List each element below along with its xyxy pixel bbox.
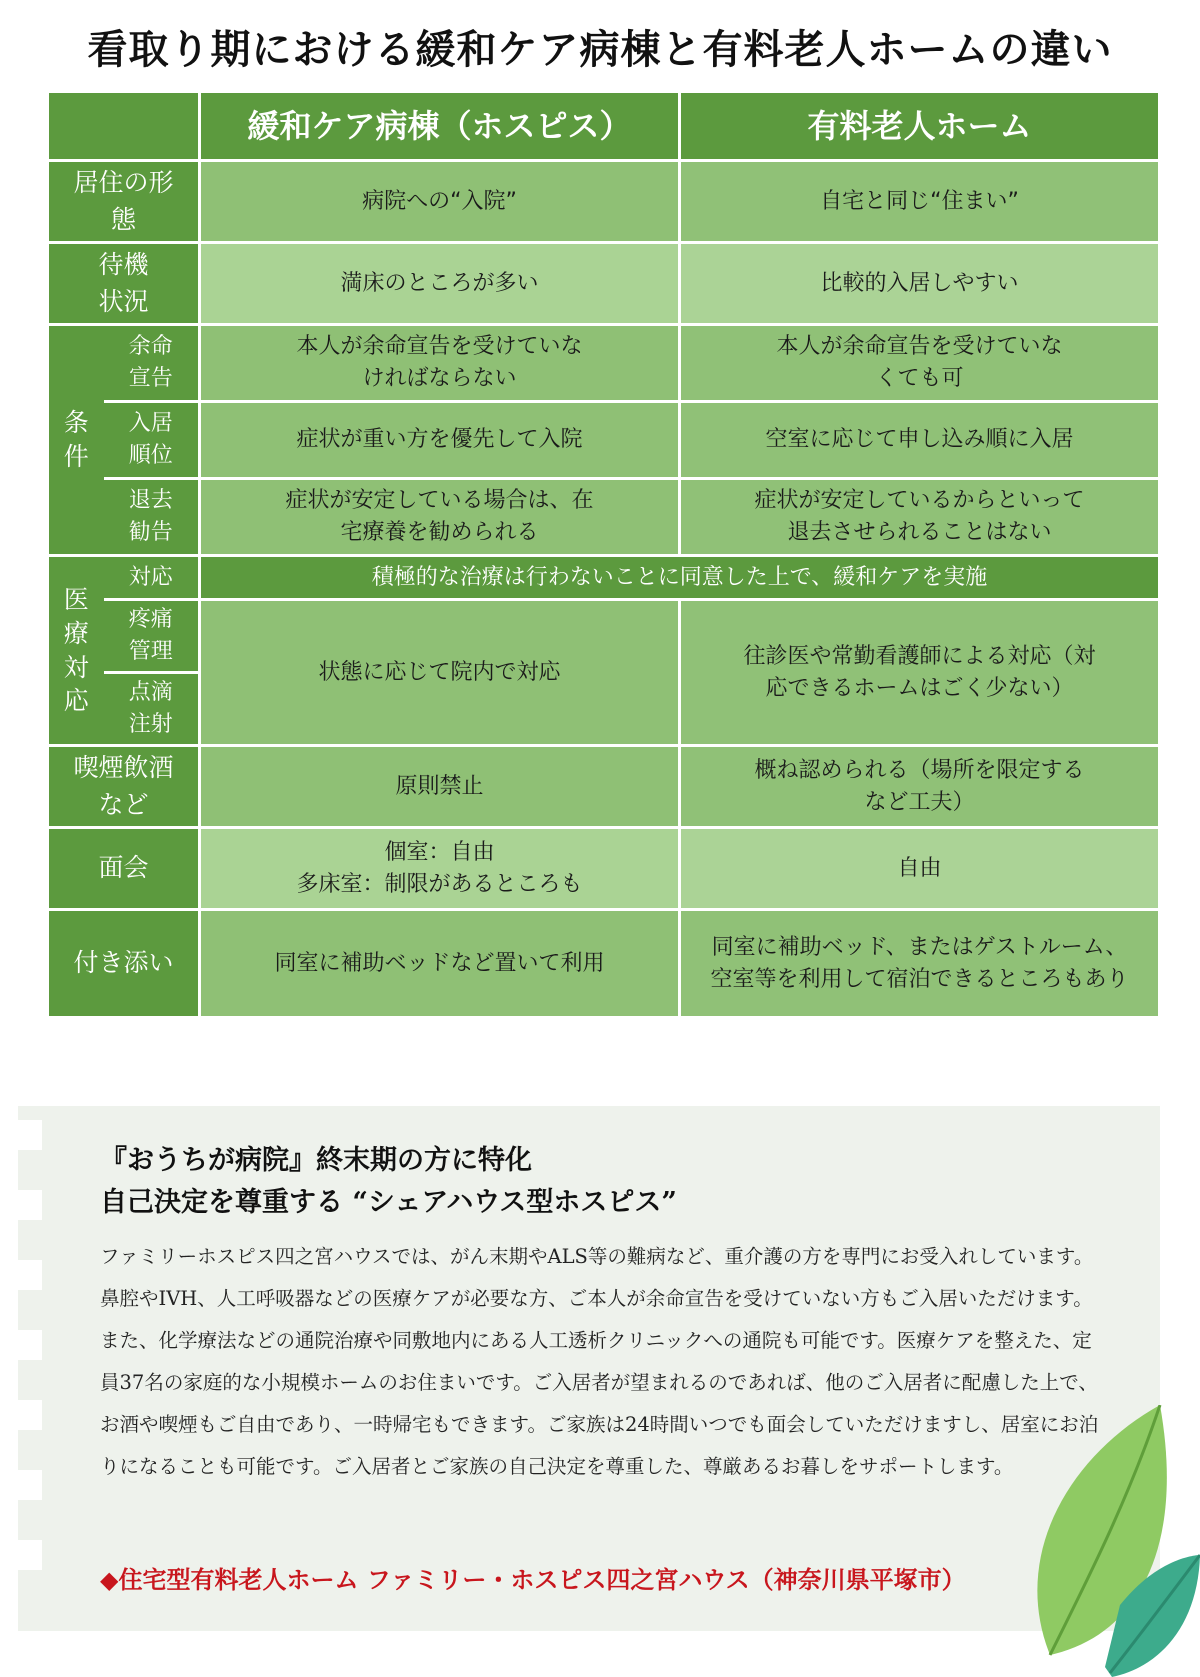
panel-notch [18, 1260, 42, 1290]
cell-hospice-priority: 症状が重い方を優先して入院 [200, 402, 680, 479]
sub-label-iv-text: 点滴注射 [128, 680, 173, 737]
cell-home-priority: 空室に応じて申し込み順に入居 [680, 402, 1160, 479]
sub-label-discharge-text: 退去勧告 [128, 488, 173, 545]
row-label-residence [48, 161, 200, 243]
cell-home-discharge-text: 症状が安定しているからといって退去させられることはない [754, 488, 1085, 545]
cell-home-smoking [680, 746, 1160, 828]
group-label-medical-text: 医療対応 [63, 585, 89, 716]
info-heading-2: 自己決定を尊重する “シェアハウス型ホスピス” [100, 1187, 677, 1218]
panel-notch [18, 1470, 42, 1500]
sub-label-priority [104, 402, 200, 479]
row-prognosis [48, 325, 1160, 402]
sub-label-iv [104, 673, 200, 746]
row-label-waiting [48, 243, 200, 325]
header-row [48, 92, 1160, 161]
cell-hospice-smoking: 原則禁止 [200, 746, 680, 828]
row-medical-policy [48, 556, 1160, 600]
row-label-smoking-text: 喫煙飲酒など [73, 753, 174, 819]
page-title: 看取り期における緩和ケア病棟と有料老人ホームの違い [87, 27, 1113, 73]
row-residence [48, 161, 1160, 243]
panel-notch [18, 1330, 42, 1360]
cell-home-visits: 自由 [680, 828, 1160, 910]
group-label-medical [48, 556, 104, 746]
cell-hospice-visits [200, 828, 680, 910]
header-nursing-home: 有料老人ホーム [680, 92, 1160, 161]
row-pain [48, 600, 1160, 673]
row-waiting [48, 243, 1160, 325]
cell-hospice-residence: 病院への“入院” [200, 161, 680, 243]
sub-label-discharge [104, 479, 200, 556]
cell-hospice-prognosis-text: 本人が余命宣告を受けていなければならない [296, 334, 583, 391]
cell-home-prognosis [680, 325, 1160, 402]
cell-home-attendance-text: 同室に補助ベッド、またはゲストルーム、空室等を利用して宿泊できるところもあり [710, 934, 1129, 992]
info-heading-1: 『おうちが病院』終末期の方に特化 [100, 1145, 532, 1176]
cell-hospice-visits-shared: 多床室：制限があるところも [296, 871, 583, 897]
row-label-smoking [48, 746, 200, 828]
sub-label-prognosis [104, 325, 200, 402]
comparison-table [46, 90, 1161, 1019]
cell-home-prognosis-text: 本人が余命宣告を受けていなくても可 [776, 334, 1063, 391]
panel-notch [18, 1120, 42, 1150]
panel-notch [18, 1400, 42, 1430]
row-priority [48, 402, 1160, 479]
cell-home-medical-text: 往診医や常勤看護師による対応（対応できるホームはごく少ない） [743, 643, 1096, 701]
header-hospice: 緩和ケア病棟（ホスピス） [200, 92, 680, 161]
cell-home-smoking-text: 概ね認められる（場所を限定するなど工夫） [754, 757, 1085, 815]
row-attendance [48, 910, 1160, 1018]
row-smoking [48, 746, 1160, 828]
sub-label-priority-text: 入居順位 [128, 411, 173, 468]
group-label-conditions [48, 325, 104, 556]
group-label-conditions-text: 条件 [63, 408, 89, 471]
cell-hospice-visits-private: 個室：自由 [384, 839, 495, 865]
cell-hospice-medical: 状態に応じて院内で対応 [200, 600, 680, 746]
cell-hospice-waiting: 満床のところが多い [200, 243, 680, 325]
panel-notch [18, 1190, 42, 1220]
cell-hospice-discharge [200, 479, 680, 556]
cell-home-residence: 自宅と同じ“住まい” [680, 161, 1160, 243]
sub-label-pain [104, 600, 200, 673]
cell-home-waiting: 比較的入居しやすい [680, 243, 1160, 325]
cell-home-discharge [680, 479, 1160, 556]
info-body: ファミリーホスピス四之宮ハウスでは、がん末期やALS等の難病など、重介護の方を専門にお受入れしています。鼻腔やIVH、人工呼吸器などの医療ケアが必要な方、ご本人が余命宣告を受けていない方もご入居いただけます。また、化学療法などの通院治療や同敷地内にある人工透析クリニックへの通院も可能です。医療ケアを整えた、定員37名の家庭的な小規模ホームのお住まいです。ご入居者が望まれるのであれば、他のご入居者に配慮した上で、お酒や喫煙もご自由であり、一時帰宅もできます。ご家族は24時間いつでも面会していただけますし、居室にお泊りになることも可能です。ご入居者とご家族の自己決定を尊重した、尊厳あるお暮しをサポートします。 [100, 1245, 1099, 1478]
info-footer: ◆住宅型有料老人ホーム ファミリー・ホスピス四之宮ハウス（神奈川県平塚市） [100, 1565, 966, 1594]
panel-notch [18, 1540, 42, 1570]
cell-medical-policy: 積極的な治療は行わないことに同意した上で、緩和ケアを実施 [200, 556, 1160, 600]
row-label-attendance: 付き添い [48, 910, 200, 1018]
header-empty-cell [48, 92, 200, 161]
row-discharge [48, 479, 1160, 556]
cell-hospice-discharge-text: 症状が安定している場合は、在宅療養を勧められる [285, 488, 594, 545]
cell-home-medical [680, 600, 1160, 746]
sub-label-prognosis-text: 余命宣告 [128, 334, 173, 391]
row-visits [48, 828, 1160, 910]
cell-home-attendance [680, 910, 1160, 1018]
sub-label-policy: 対応 [104, 556, 200, 600]
row-label-waiting-text: 待機状況 [98, 250, 149, 316]
cell-hospice-prognosis [200, 325, 680, 402]
row-label-residence-text: 居住の形態 [73, 168, 174, 234]
sub-label-pain-text: 疼痛管理 [128, 607, 173, 664]
row-label-visits: 面会 [48, 828, 200, 910]
cell-hospice-attendance: 同室に補助ベッドなど置いて利用 [200, 910, 680, 1018]
